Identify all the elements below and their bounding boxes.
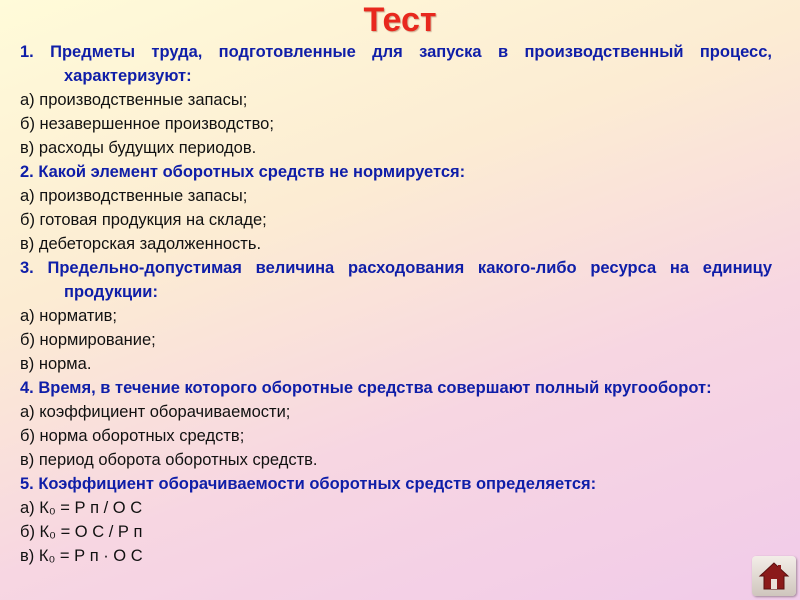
answer-option: а) К₀ = Р п / О С [20,499,143,517]
answer-option: б) готовая продукция на складе; [20,211,267,229]
home-button[interactable] [752,556,796,596]
answer-option: а) коэффициент оборачиваемости; [20,403,291,421]
question-2: 2. Какой элемент оборотных средств не нормируется: [20,163,466,181]
answer-option: б) незавершенное производство; [20,115,274,133]
answer-option: а) норматив; [20,307,118,325]
page-title: Тест [363,1,437,39]
answer-option: в) К₀ = Р п · О С [20,547,143,565]
question-4: 4. Время, в течение которого оборотные средства совершают полный кругооборот: [20,379,712,397]
question-1: 1. Предметы труда, подготовленные для запуска в производственный процесс, характеризуют: [20,43,772,85]
answer-option: а) производственные запасы; [20,91,248,109]
home-icon [758,560,790,592]
answer-option: в) расходы будущих периодов. [20,139,257,157]
answer-option: в) период оборота оборотных средств. [20,451,318,469]
question-3: 3. Предельно-допустимая величина расходования какого-либо ресурса на единицу продукции: [20,259,772,301]
answer-option: в) норма. [20,355,92,373]
test-questions [20,40,772,568]
answer-option: в) дебеторская задолженность. [20,235,262,253]
answer-option: а) производственные запасы; [20,187,248,205]
answer-option: б) норма оборотных средств; [20,427,245,445]
question-5: 5. Коэффициент оборачиваемости оборотных средств определяется: [20,475,597,493]
answer-option: б) нормирование; [20,331,156,349]
answer-option: б) К₀ = О С / Р п [20,523,143,541]
